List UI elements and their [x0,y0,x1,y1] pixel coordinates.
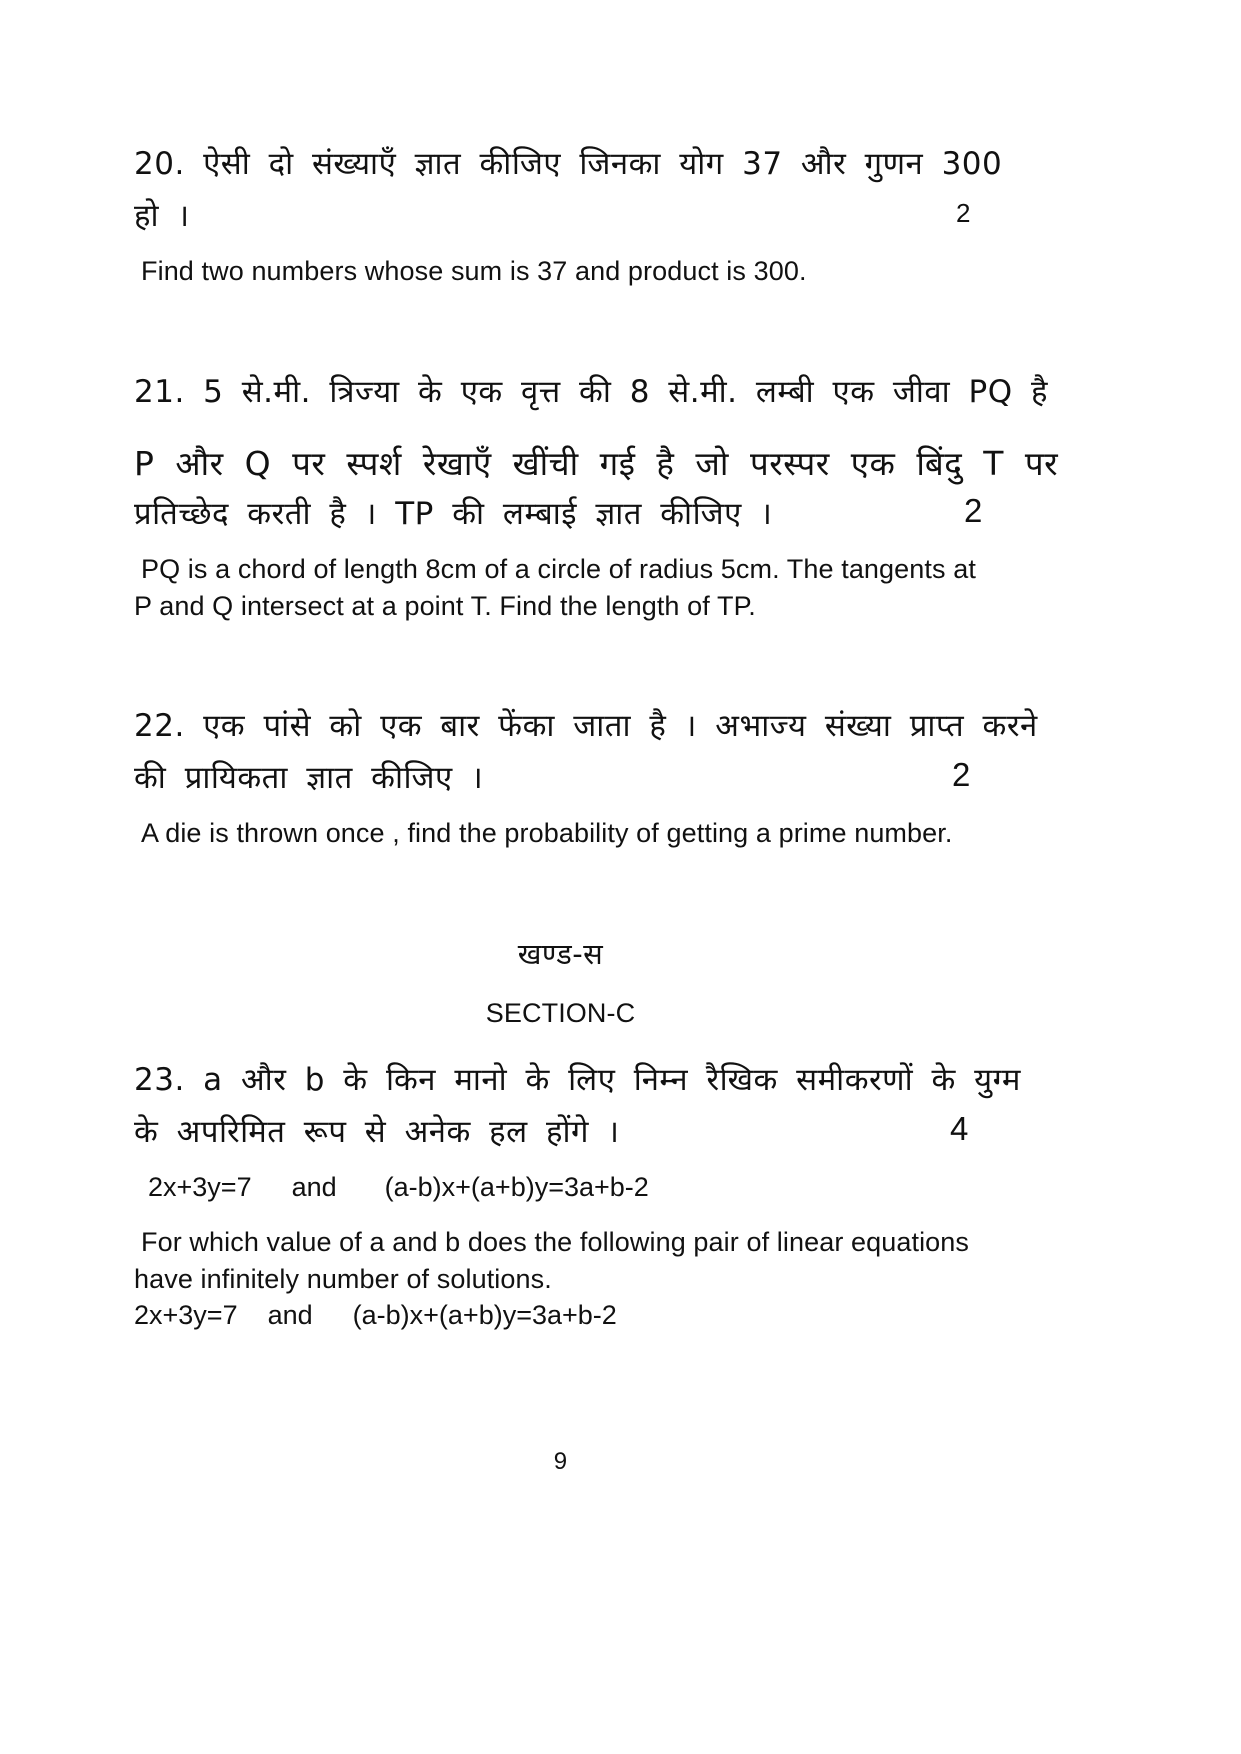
section-heading-hindi: खण्ड-स [517,937,604,971]
section-heading-english: SECTION-C [485,998,636,1028]
equation-1: 2x+3y=7 [148,1172,252,1202]
q21-hindi-line-2: P और Q पर स्पर्श रेखाएँ खींची गई है जो परस्पर एक बिंदु T पर [134,444,1059,483]
q22-hindi-line-1: 22. एक पांसे को एक बार फेंका जाता है । अभाज्य संख्या प्राप्त करने [134,708,1038,744]
q23-hindi-line-2: के अपरिमित रूप से अनेक हल होंगे । [134,1114,620,1150]
equation-2: (a-b)x+(a+b)y=3a+b-2 [384,1172,649,1202]
equation-2: (a-b)x+(a+b)y=3a+b-2 [352,1300,617,1330]
q22-english: A die is thrown once , find the probability of getting a prime number. [141,818,953,848]
equation-1: 2x+3y=7 [134,1300,238,1330]
q20-marks: 2 [956,198,971,228]
q22-hindi-line-2: की प्रायिकता ज्ञात कीजिए । [134,760,484,796]
q22-marks: 2 [952,756,971,793]
q21-marks: 2 [964,492,983,529]
q21-hindi-line-1: 21. 5 से.मी. त्रिज्या के एक वृत्त की 8 से.मी. लम्बी एक जीवा PQ है [134,374,1048,410]
q23-english-line-1: For which value of a and b does the following pair of linear equations [141,1227,970,1257]
q23-marks: 4 [950,1110,969,1147]
q21-english-line-1: PQ is a chord of length 8cm of a circle of radius 5cm. The tangents at [141,554,976,584]
equation-and: and [267,1300,313,1330]
q21-english-line-2: P and Q intersect at a point T. Find the length of TP. [134,591,756,621]
q23-equation-english [134,1300,617,1331]
q20-hindi-line-1: 20. ऐसी दो संख्याएँ ज्ञात कीजिए जिनका योग 37 और गुणन 300 [134,146,1003,182]
q20-hindi-line-2: हो । [134,198,190,234]
page-number: 9 [553,1448,568,1475]
q23-equation-hindi [148,1172,649,1203]
equation-and: and [291,1172,337,1202]
q23-hindi-line-1: 23. a और b के किन मानो के लिए निम्न रैखिक समीकरणों के युग्म [134,1062,1021,1098]
q23-english-line-2: have infinitely number of solutions. [134,1264,552,1294]
q20-english: Find two numbers whose sum is 37 and product is 300. [141,256,807,286]
q21-hindi-line-3: प्रतिच्छेद करती है । TP की लम्बाई ज्ञात कीजिए । [134,496,773,532]
